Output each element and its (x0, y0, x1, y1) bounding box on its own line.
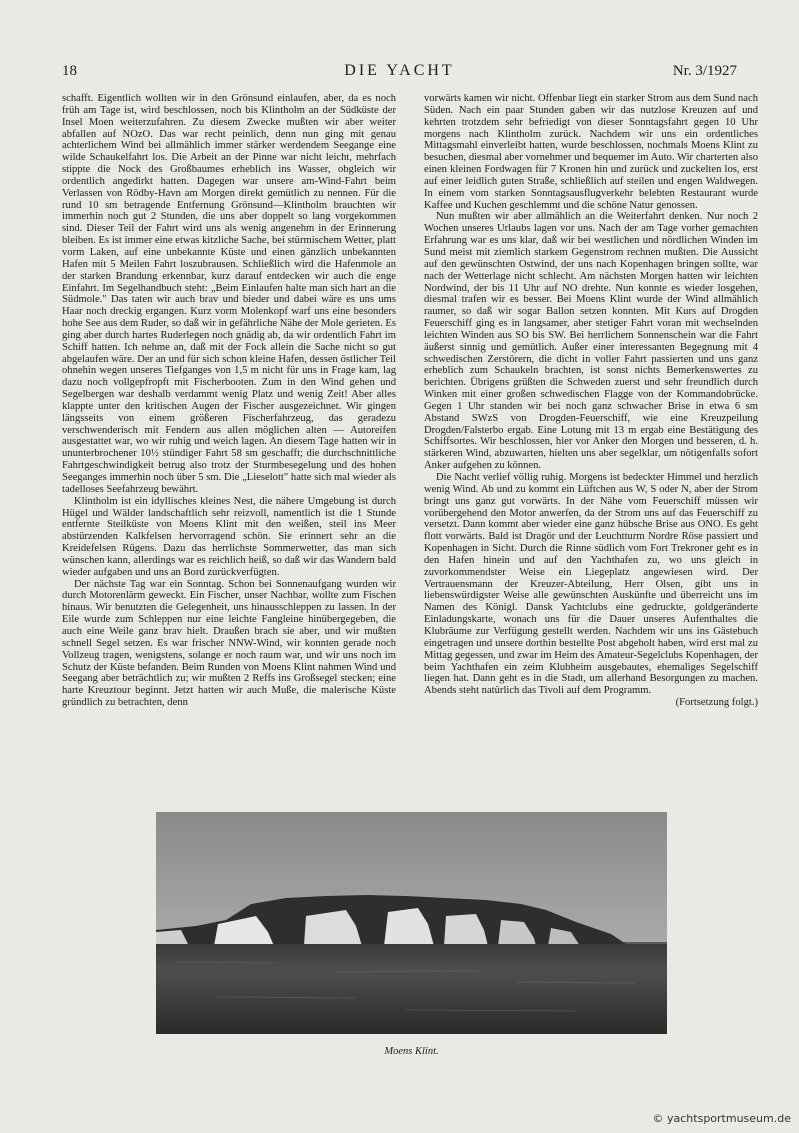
paragraph: Klintholm ist ein idyllisches kleines Nest, die nähere Umgebung ist durch Hügel und Wälder landschaftlich sehr reizvoll, namentlich ist die 1 Stunde entfernte Steilküste von Moens Klint mit den weißen, steil ins Meer abstürzenden Kalkfelsen hervorragend schön. Sie erinnert sehr an die Kreidefelsen Rügens. Dazu das herrlichste Sommerwetter, das man sich wünschen kann, allerdings war es reichlich heiß, so daß wir das Wandern bald wieder aufgaben und uns an Bord zurückverfügten. (62, 495, 396, 578)
page-header (62, 60, 737, 82)
photo-caption: Moens Klint. (384, 1046, 439, 1057)
cliff-photo-image (156, 812, 667, 1034)
watermark: © yachtsportmuseum.de (652, 1112, 791, 1125)
paragraph: schafft. Eigentlich wollten wir in den Grönsund einlaufen, aber, da es noch früh am Tage ist, wird beschlossen, noch bis Klintholm an der Südküste der Insel Moen weiterzufahren. Zu diesem Zwecke mußten wir aber weiter abfallen auf NOzO. Das war recht peinlich, denn nun ging mit genau achterlichem Wind bei allmählich immer stärker werdendem Seegange eine wilde Schaukelfahrt los. Die Arbeit an der Pinne war nicht leicht, mehrfach stippte die Nock des Großbaumes erheblich ins Wasser, obgleich wir ordentlich angedirkt hatten. Dagegen war unsere am-Wind-Fahrt beim Verlassen von Rödby-Havn am Morgen direkt gemütlich zu nennen. Für die rund 10 sm betragende Entfernung Grönsund—Klintholm brauchten wir immerhin noch gut 2 Stunden, die uns aber doppelt so lang vorgekommen sind. Dieser Teil der Fahrt wird uns als wenig angenehm in der Erinnerung bleiben. Es ist immer eine etwas kitzliche Sache, bei stürmischem Wetter, platt vorm Laken, auf eine unbekannte Küste und einen gänzlich unbekannten Hafen mit 5 Meilen Fahrt loszubrausen. Schließlich wird die Hafenmole an der starken Brandung erkennbar, kurz darauf entdecken wir auch die enge Einfahrt. Im Segelhandbuch steht: „Beim Einlaufen halte man sich hart an die Südmole." Das taten wir auch brav und bieder und dabei wäre es uns ums Haar noch dreckig ergangen. Kurz vorm Molenkopf warf uns eine besonders hohe See aus dem Ruder, so daß wir in gefährliche Nähe der Mole gerieten. Es ging aber durch hartes Ruderlegen noch gnädig ab, da wir ordentlich Fahrt im Schiff hatten. Ich nehme an, daß mit der Fock allein die Sache nicht so gut abgelaufen wäre. Der an und für sich schon kleine Hafen, dessen östlicher Teil ohnehin wegen unseres Tiefganges von 1,5 m nicht für uns in Frage kam, lag dazu noch vollgepfropft mit Fischerbooten. Zum in den Wind gehen und Segelbergen war deshalb verdammt wenig Platz und wenig Zeit! Aber alles klappte unter den kritischen Augen der Fischer ausgezeichnet. Wir gingen längsseits von einem größeren Fischerfahrzeug, das geradezu verschwenderisch mit Fendern aus allen möglichen alten — Autoreifen ausgestattet war, wo wir ruhig und weich lagen. An diesem Tage hatten wir in ununterbrochener 10½ stündiger Fahrt 58 sm geschafft; die durchschnittliche Fahrtgeschwindigkeit betrug also trotz der Sturmbesegelung und des hohen Seeganges immerhin noch über 5 sm. Die „Lieselott" hatte sich mal wieder als tadelloses Seefahrzeug bewährt. (62, 93, 396, 495)
continuation-note: (Fortsetzung folgt.) (675, 697, 758, 709)
magazine-title: DIE YACHT (344, 62, 455, 79)
cliff-photo (156, 812, 667, 1034)
paragraph: vorwärts kamen wir nicht. Offenbar liegt ein starker Strom aus dem Sund nach Süden. Nach ein paar Stunden gaben wir das nutzlose Kreuzen auf und kehrten trotzdem sehr befriedigt von dieser Sonntagsfahrt gegen 10 Uhr morgens nach Klintholm zurück. Nachdem wir uns ein ordentliches Mittagsmahl einverleibt hatten, wurde beschlossen, nochmals Moens Klint zu besuchen, diesmal aber vornehmer und bequemer im Auto. Wir charterten also einen kleinen Fordwagen für 7 Kronen hin und zurück und zuckelten los, erst auf einer leidlich guten Straße, schließlich auf steilen und engen Waldwegen. In einem vom starken Sonntagsausflugverkehr belebten Restaurant wurde Kaffee und Kuchen geschlemmt und die schöne Natur genossen. (424, 93, 758, 211)
sea (156, 944, 667, 1034)
paragraph: Der nächste Tag war ein Sonntag. Schon bei Sonnenaufgang wurden wir durch Motorenlärm geweckt. Ein Fischer, unser Nachbar, wollte zum Fischen hinaus. Wir benutzten die Gelegenheit, uns hinausschleppen zu lassen. In der Eile wurde zum Schleppen nur eine leichte Fangleine hinübergegeben, die auch eine Weile ganz brav hielt. Draußen brach sie aber, und wir mußten schnell Segel setzen. Es war frischer NNW-Wind, wir konnten gerade noch Vollzeug tragen, wenigstens, solange er noch raum war, und wir uns noch im Schutz der Küste befanden. Beim Runden von Moens Klint nahmen Wind und Seegang aber beträchtlich zu; wir mußten 2 Reffs ins Großsegel stecken; eine harte Kreuztour beginnt. Jetzt hatten wir auch Muße, die malerische Küste gründlich zu betrachten, denn (62, 578, 396, 709)
issue-number: Nr. 3/1927 (672, 63, 737, 79)
page-number: 18 (62, 63, 77, 79)
paragraph: Die Nacht verlief völlig ruhig. Morgens ist bedeckter Himmel und herzlich wenig Wind. Ab und zu kommt ein Lüftchen aus W, S oder N, aber der Strom bringt uns ganz gut vorwärts. In der Nähe vom Feuerschiff müssen wir vorübergehend den Motor anwerfen, da der Strom uns auf das Feuerschiff zu versetzt. Dann kommt aber wieder eine ganz hübsche Brise aus ONO. Es geht flott vorwärts. Bald ist Dragör und der Leuchtturm Nordre Röse passiert und Kopenhagen in Sicht. Durch die Rinne südlich vom Fort Trekroner geht es in den Hafen hinein und auf den Yachthafen zu, wo uns gleich in zuvorkommendster Weise ein Liegeplatz angewiesen wird. Der Vertrauensmann der Kreuzer-Abteilung, Herr Olsen, gibt uns in liebenswürdigster Weise alle gewünschten Auskünfte und überreicht uns im Namen des Königl. Dansk Yachtclubs eine gedruckte, goldgeränderte Einladungskarte, wonach uns für die Dauer unseres Aufenthaltes die Klubräume zur Verfügung gestellt werden. Nachdem wir uns ins Gästebuch eingetragen und unsere dorthin bestellte Post abgeholt haben, wird erst mal zu Mittag gegessen, und zwar im Heim des Amateur-Segelclubs Kopenhagen, der beim Yachthafen ein zeim Klubheim ausgebautes, ehemaliges Segelschiff liegen hat. Dann geht es in die Stadt, um allerhand Besorgungen zu machen. Abends steht natürlich das Tivoli auf dem Programm. (424, 472, 758, 697)
right-column (424, 93, 758, 793)
left-column (62, 93, 396, 793)
paragraph: Nun mußten wir aber allmählich an die Weiterfahrt denken. Nur noch 2 Wochen unseres Urlaubs lagen vor uns. Nach der am Tage vorher gemachten Erfahrung war es uns klar, daß wir bei westlichen und nördlichen Winden im Sund meist mit ziemlich starkem Gegenstrom rechnen mußten. Die Aussicht auf den gewünschten Ostwind, der uns nach Kopenhagen bringen sollte, war nach der Wetterlage nicht schlecht. Am nächsten Morgen hatten wir leichten Nordwind, der bis 11 Uhr auf NO drehte. Nun konnte es wieder losgehen, diesmal trafen wir es besser. Bei Moens Klint wurde der Wind allmählich raumer, so daß wir sogar Ballon setzen konnten. Mit Kurs auf Drogden Feuerschiff ging es in langsamer, aber stetiger Fahrt voran mit wechselnden leichten Winden aus SO bis SW. Bei herrlichem Sonnenschein war die Fahrt äußerst sinnig und gemütlich. Außer einer interessanten Begegnung mit 4 schwedischen Zerstörern, die dicht in voller Fahrt passierten und uns ganz erheblich zum Schaukeln brachten, ist sonst nichts Bemerkenswertes zu berichten. Übrigens grüßten die Schweden zuerst und sehr freundlich durch Winken mit einer großen schwedischen Flagge von der Kommandobrücke. Gegen 1 Uhr standen wir bei noch ganz schwacher Brise in etwa 6 sm Abstand SWzS von Drogden-Feuerschiff, wie eine Kreuzpeilung Drogden/Falsterbo ergab. Eine Lotung mit 13 m ergab eine Bestätigung des Schiffsortes. Wir beschlossen, hier vor Anker den Morgen und besseren, d. h. stärkeren Wind, abzuwarten, hielten uns aber segelklar, um nötigenfalls sofort Anker aufgehen zu können. (424, 211, 758, 472)
